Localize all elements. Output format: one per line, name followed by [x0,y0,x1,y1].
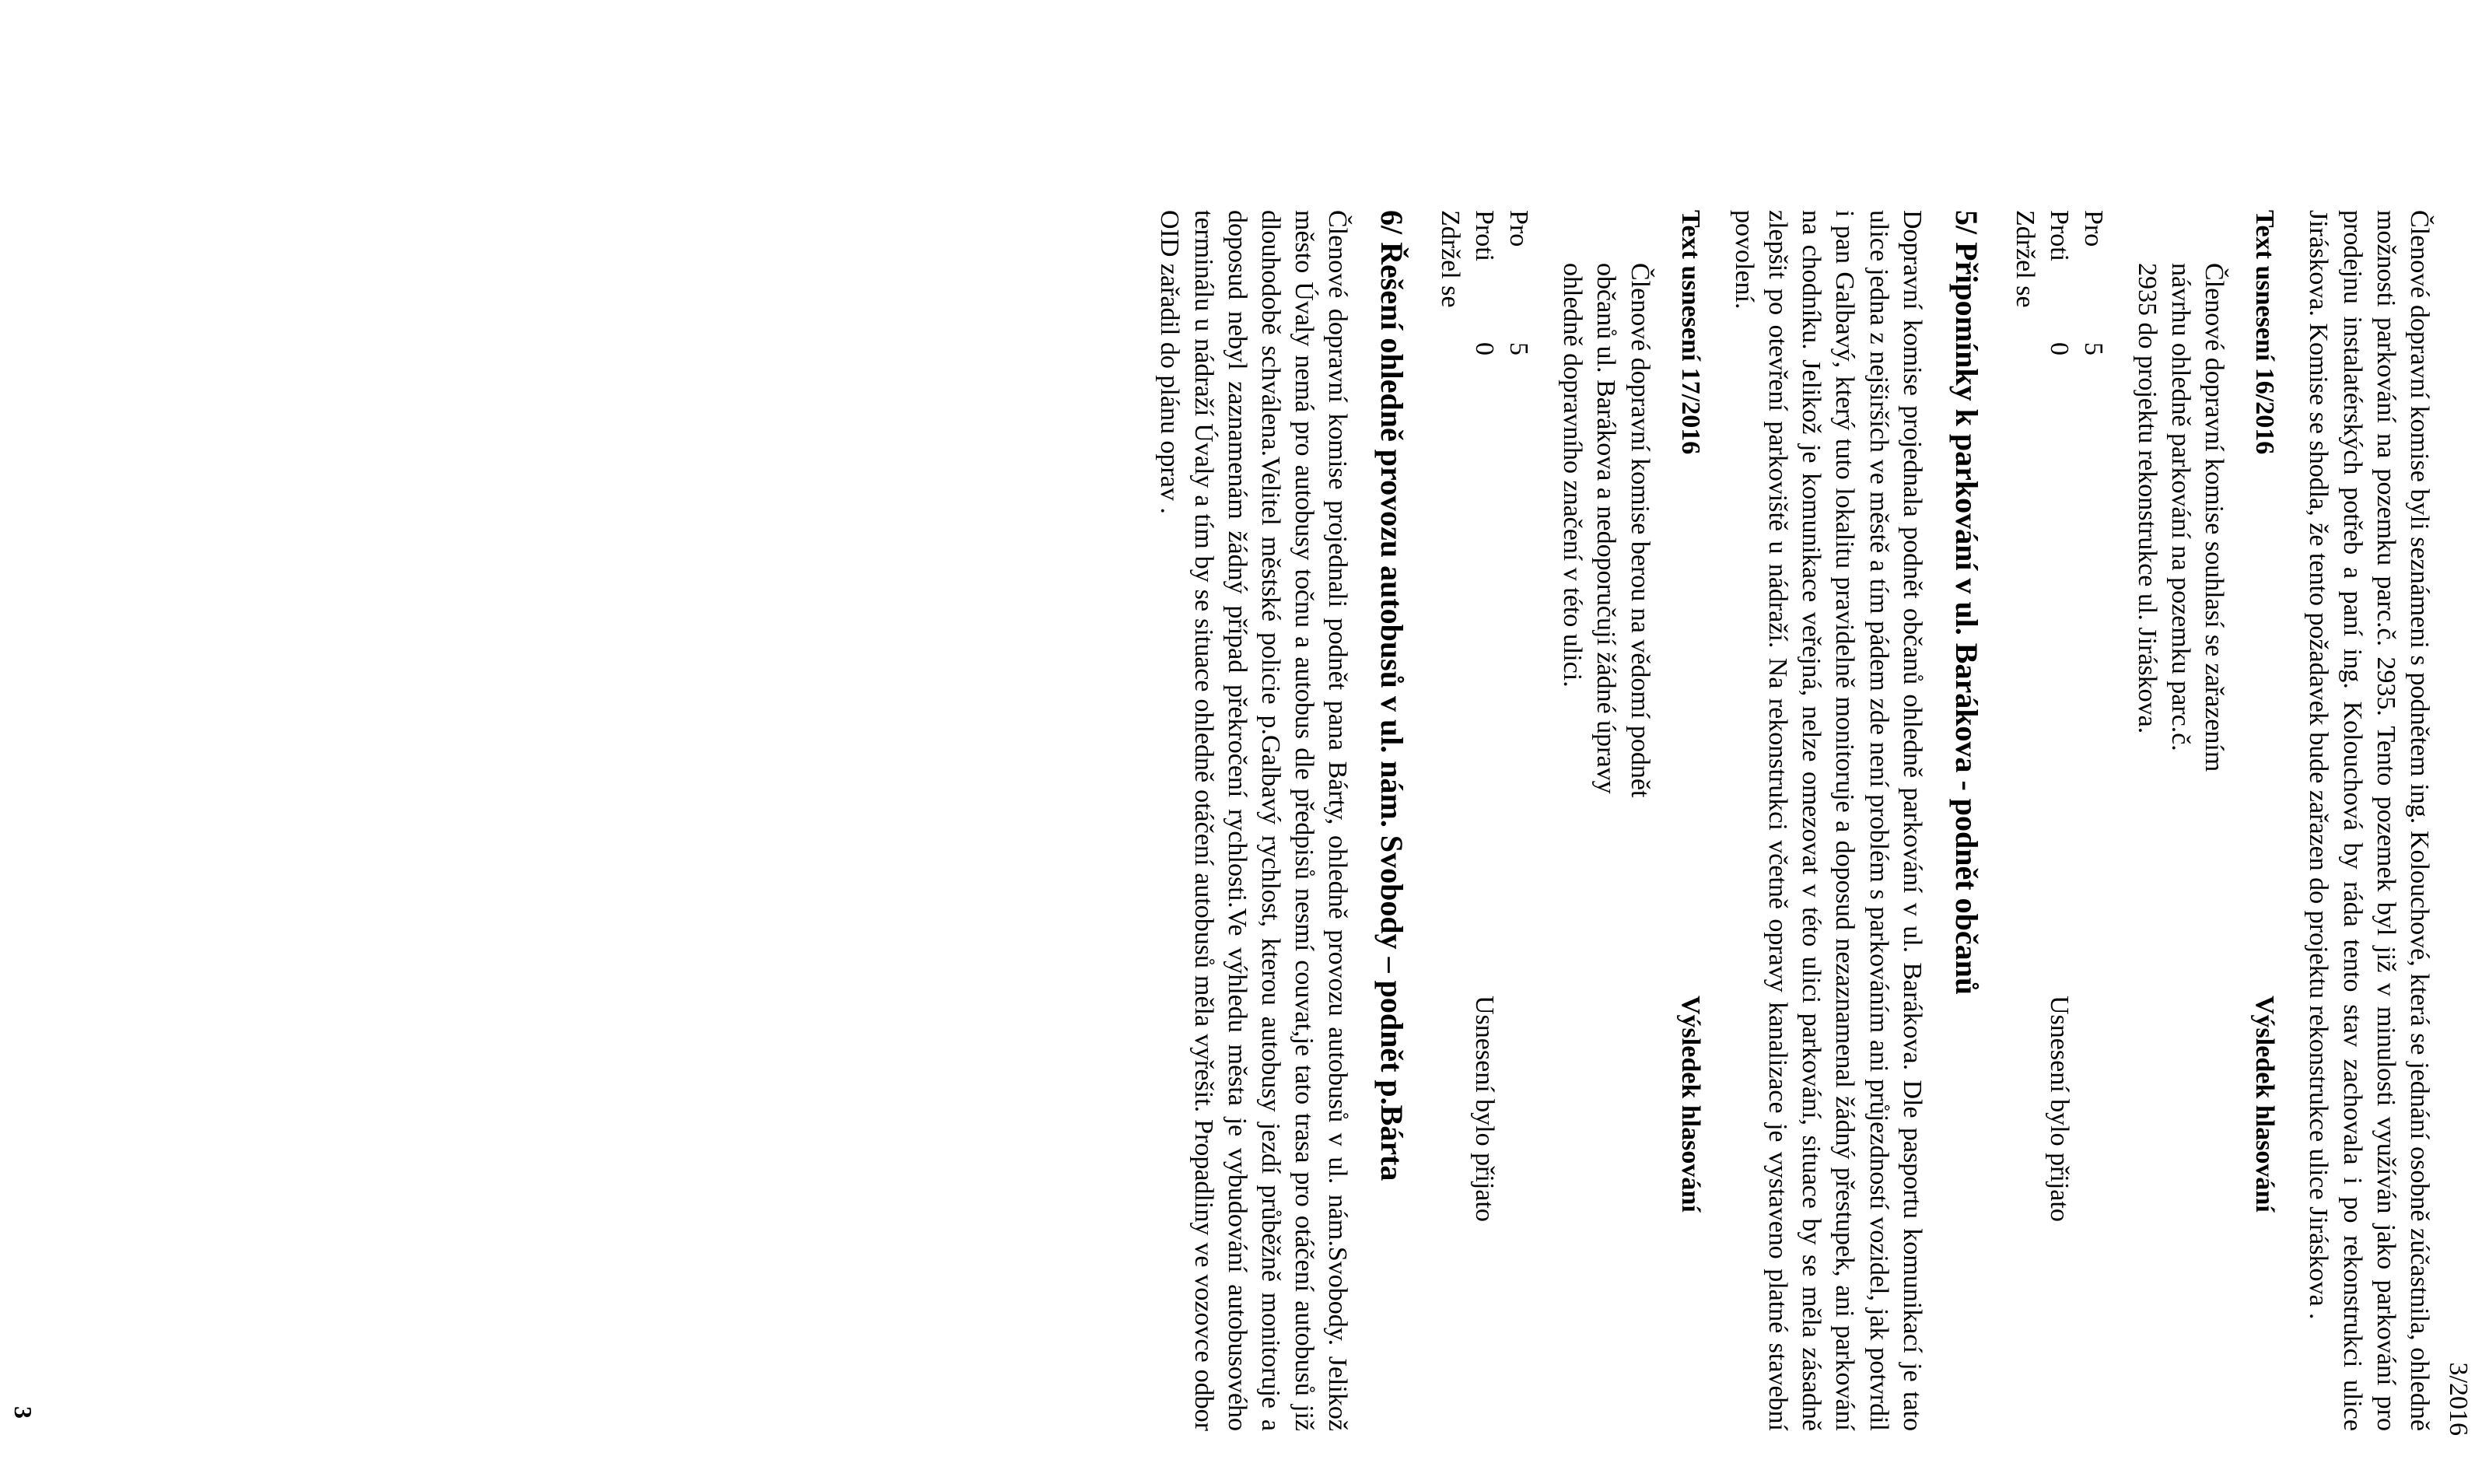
resolution-line: Členové dopravní komise berou na vědomí podnět [1625,263,1654,798]
vote-result [2008,996,2042,1431]
resolution-line: návrhu ohledně parkování na pozemku parc.č. [2165,263,2195,751]
vote-count: 0 [2044,342,2074,355]
resolution-16-header [2248,210,2281,1431]
section-5-paragraph: Dopravní komise projednala podnět občanů ohledně parkování v ul. Barákova. Dle pasportu komunikací je tato ulice jedna z nejširších ve městě a tím pádem zde není problém s parkováním ani průjezdností vozidel, jak potvrdil i pan Galbavý, který tuto lokalitu pravidelně monitoruje a doposud nezaznamenal žádný přestupek, ani parkování na chodníku. Jelikož je komunikace veřejná, nelze omezovat v této ulici parkování, situace by se měla zásadně zlepšit po otevření parkoviště u nádraží. Na rekonstrukci včetně opravy kanalizace je vystaveno platné stavební povolení. [1729,210,1927,1431]
vote-label: Zdržel se [1436,210,1465,308]
resolution-title: Text usnesení 17/2016 [1675,210,1705,455]
vote-label: Pro [2078,210,2108,247]
vote-label: Proti [1470,210,1500,262]
resolution-17-text [1556,210,1657,1431]
vote-label: Pro [1504,210,1534,247]
vote-count [1433,342,1467,996]
section-6-heading: 6/ Řešení ohledně provozu autobusů v ul. nám. Svobody – podnět p.Bárta [1374,210,1410,1181]
vote-count: 0 [1470,342,1500,355]
vote-result-heading: Výsledek hlasování [2250,996,2280,1213]
vote-row-for [1501,210,1535,1431]
vote-count [2008,342,2042,996]
vote-row-abstain [1433,210,1467,1431]
resolution-17-header [1674,210,1707,1431]
vote-result: Usnesení bylo přijato [2044,996,2074,1222]
resolution-line: Členové dopravní komise souhlasí se zařazením [2200,263,2229,772]
intro-paragraph: Členové dopravní komise byli seznámeni s podnětem ing. Kolouchové, která se jednání osobně zúčastnila, ohledně možnosti parkování na pozemku parc.č. 2935. Tento pozemek byl již v minulosti využíván jako parkování pro prodejnu instalatérských potřeb a paní ing. Kolouchová by ráda tento stav zachovala i po rekonstrukci ulice Jiráskova. Komise se shodla, že tento požadavek bude zařazen do projektu rekonstrukce ulice Jiráskova . [2304,210,2434,1431]
vote-row-against [1467,210,1501,1431]
vote-count: 5 [2078,342,2108,355]
vote-row-for [2076,210,2110,1431]
resolution-16-text [2130,210,2232,1431]
document-reference: 3/2016 [2444,1362,2473,1436]
vote-label: Zdržel se [2010,210,2039,308]
section-6-paragraph: Členové dopravní komise projednali podnět pana Bárty, ohledně provozu autobusů v ul. nám.Svobody. Jelikož město Úvaly nemá pro autobusy točnu a autobus dle předpisů nesmí couvat,je tato trasa pro otáčení autobusů již dlouhodobě schválena.Velitel městské policie p.Galbavý rychlost, kterou autobusy jezdí průběžně monitoruje a doposud nebyl zaznamenám žádný případ překročení rychlosti.Ve výhledu města je vybudování autobusového terminálu u nádraží Úvaly a tím by se situace ohledně otáčení autobusů měla vyřešit. Propadliny ve vozovce odbor OID zařadil do plánu oprav . [1155,210,1353,1431]
resolution-line: 2935 do projektu rekonstrukce ul. Jiráskova. [2132,263,2162,734]
resolution-17-votes [1433,210,1535,1431]
vote-result: Usnesení bylo přijato [1470,996,1500,1222]
section-5-heading: 5/ Připomínky k parkování v ul. Barákova - podnět občanů [1948,210,1984,996]
vote-count: 5 [1504,342,1534,355]
page-number: 3 [9,1406,37,1419]
vote-label: Proti [2044,210,2074,262]
vote-result [1501,996,1535,1431]
resolution-line: občanů ul. Barákova a nedoporučují žádné úpravy [1591,263,1621,794]
resolution-title: Text usnesení 16/2016 [2250,210,2280,455]
vote-row-against [2042,210,2076,1431]
resolution-line: ohledně dopravního značení v této ulici. [1558,263,1588,688]
resolution-16-votes [2008,210,2110,1431]
vote-result [1433,996,1467,1431]
vote-row-abstain [2008,210,2042,1431]
vote-result-heading: Výsledek hlasování [1675,996,1705,1213]
vote-result [2076,996,2110,1431]
page-content [1153,210,2436,1431]
